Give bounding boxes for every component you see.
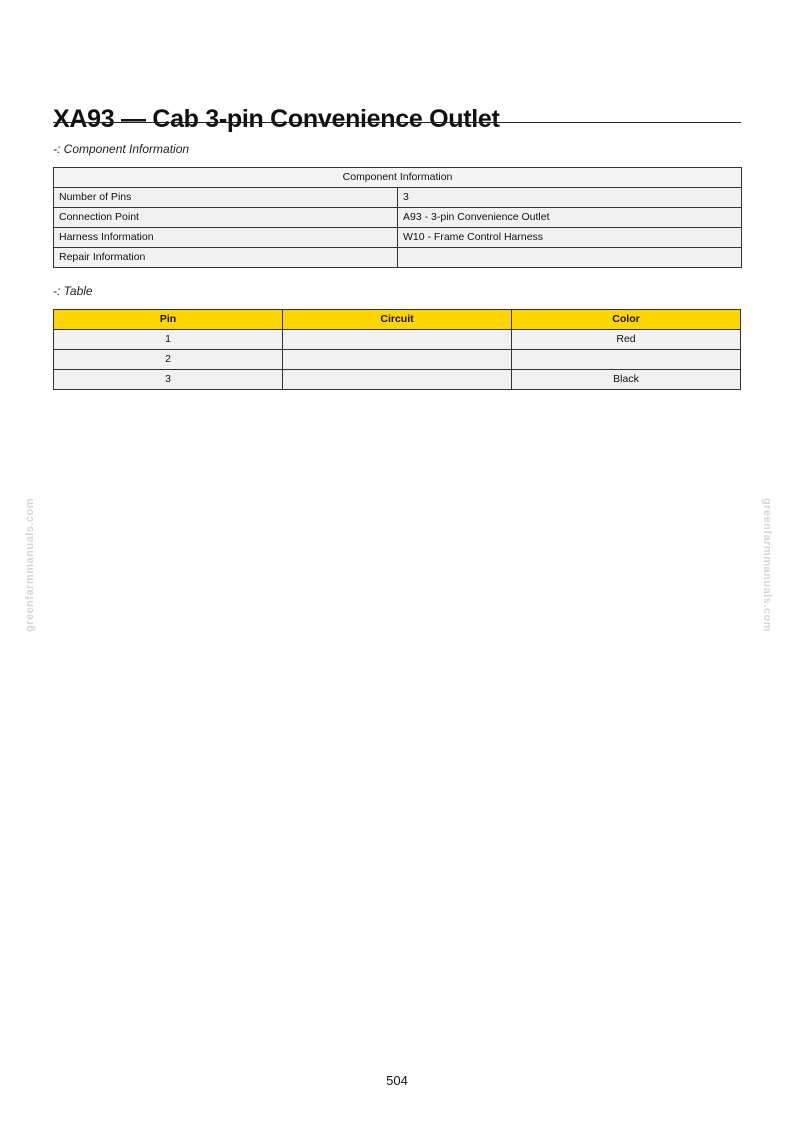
- table-row: [54, 350, 741, 370]
- table-row: [54, 228, 742, 248]
- pin-cell: 1: [54, 330, 283, 350]
- info-value: 3: [398, 188, 742, 208]
- color-cell: Black: [512, 370, 741, 390]
- info-value: [398, 248, 742, 268]
- watermark-right: greenfarmmanuals.com: [761, 497, 773, 633]
- pin-table-section-label: -: Table: [53, 284, 93, 298]
- info-value: W10 - Frame Control Harness: [398, 228, 742, 248]
- page-title: XA93 — Cab 3-pin Convenience Outlet: [53, 104, 500, 133]
- info-key: Number of Pins: [54, 188, 398, 208]
- table-row: [54, 370, 741, 390]
- component-info-table: [53, 167, 742, 268]
- table-caption-row: [54, 168, 742, 188]
- table-row: [54, 208, 742, 228]
- watermark-left: greenfarmmanuals.com: [24, 497, 36, 633]
- circuit-cell: [283, 330, 512, 350]
- component-section-label: -: Component Information: [53, 142, 190, 156]
- color-cell: [512, 350, 741, 370]
- title-divider: [53, 122, 741, 123]
- table-row: [54, 330, 741, 350]
- table-header-row: [54, 310, 741, 330]
- pin-cell: 3: [54, 370, 283, 390]
- info-key: Harness Information: [54, 228, 398, 248]
- table-caption: Component Information: [54, 168, 742, 188]
- page-number: 504: [386, 1073, 408, 1088]
- circuit-cell: [283, 370, 512, 390]
- info-key: Repair Information: [54, 248, 398, 268]
- pin-cell: 2: [54, 350, 283, 370]
- pin-table: [53, 309, 741, 390]
- column-header-circuit: Circuit: [283, 310, 512, 330]
- circuit-cell: [283, 350, 512, 370]
- table-row: [54, 188, 742, 208]
- info-key: Connection Point: [54, 208, 398, 228]
- table-row: [54, 248, 742, 268]
- color-cell: Red: [512, 330, 741, 350]
- info-value: A93 - 3-pin Convenience Outlet: [398, 208, 742, 228]
- column-header-color: Color: [512, 310, 741, 330]
- column-header-pin: Pin: [54, 310, 283, 330]
